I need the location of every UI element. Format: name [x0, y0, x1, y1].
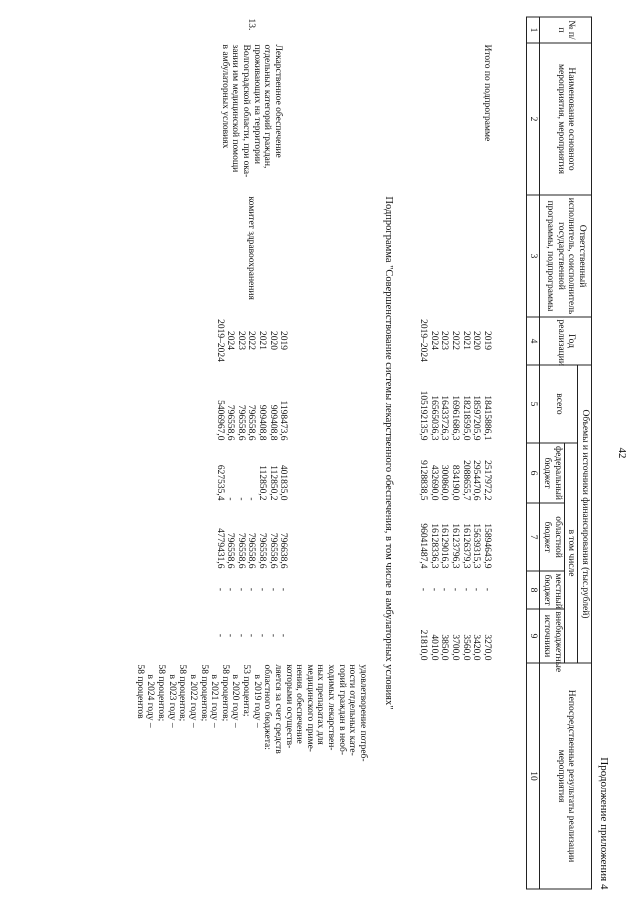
- header-federal: федеральный бюджет: [540, 443, 564, 503]
- row-extra: 3700,0: [450, 633, 461, 660]
- item-extra: -: [278, 633, 289, 637]
- header-name: Наименование основного мероприятия, мероприятия: [540, 43, 592, 195]
- row-result: [471, 662, 482, 888]
- item-federal: -: [246, 496, 257, 500]
- row-executor: [481, 194, 492, 316]
- row-year: 2019–2024: [418, 318, 429, 362]
- row-local: -: [450, 587, 461, 591]
- table-row: [439, 16, 450, 888]
- row-regional: 15894643,9: [482, 522, 492, 568]
- row-local: -: [418, 587, 429, 591]
- item-result-line: ляется за счет средств: [273, 664, 283, 754]
- col-number: 3: [526, 195, 540, 317]
- item-result-line: в 2019 году –: [251, 674, 262, 728]
- row-regional: 16128336,3: [428, 522, 439, 568]
- row-num-cell: [481, 16, 492, 42]
- header-results: Непосредственные результаты реализации мероприятия: [540, 663, 592, 889]
- row-regional: 16129016,3: [439, 522, 450, 568]
- item-local: -: [225, 587, 236, 591]
- item-result-line: 53 процента;: [241, 664, 252, 716]
- item-regional: 796558,6: [225, 532, 236, 568]
- item-year: 2023: [235, 330, 246, 350]
- header-num: № п/п: [540, 17, 592, 43]
- row-executor: [418, 194, 429, 316]
- item-year: 2019–2024: [214, 318, 225, 362]
- row-label: [439, 42, 450, 194]
- row-total: 18415886,1: [482, 394, 492, 440]
- item-result: [134, 662, 368, 888]
- item-regional: 796558,6: [246, 532, 257, 568]
- item-federal: 627535,4: [214, 464, 225, 500]
- col-number: 2: [526, 43, 540, 195]
- item-result-line: 58 процентов;: [177, 664, 188, 721]
- row-total: 18597205,9: [471, 394, 482, 440]
- row-num-cell: [450, 16, 461, 42]
- item-result-line: 58 процентов;: [219, 664, 230, 721]
- row-result: [460, 662, 471, 888]
- row-extra: 21810,0: [418, 629, 429, 660]
- row-executor: [439, 194, 450, 316]
- row-local: -: [482, 587, 492, 591]
- item-federal: -: [225, 496, 236, 500]
- row-year: 2019: [482, 330, 492, 350]
- row-num-cell: [471, 16, 482, 42]
- row-label: [418, 42, 429, 194]
- row-year: 2024: [428, 330, 439, 350]
- item-result-line: 58 процентов: [134, 664, 145, 719]
- item-13-table: [134, 16, 368, 888]
- item-result-line: ходимых лекарствен-: [326, 664, 337, 750]
- item-result-line: горий граждан в необ-: [336, 664, 347, 755]
- table-row: [418, 16, 429, 888]
- row-extra: 3270,0: [482, 633, 492, 660]
- table-row: [428, 16, 439, 888]
- item-result-line: в 2022 году –: [188, 674, 198, 728]
- row-executor: [471, 194, 482, 316]
- header-year: Год реализации: [540, 317, 592, 365]
- item-federal: 112850,2: [267, 464, 278, 500]
- table-row: [471, 16, 482, 888]
- item-regional: 796558,6: [235, 532, 246, 568]
- item-extra: -: [267, 633, 278, 637]
- item-name-line: в амбулаторных условиях: [219, 44, 230, 148]
- row-executor: [460, 194, 471, 316]
- item-year-column: [134, 316, 368, 364]
- item-result-line: ных препаратах для: [315, 664, 326, 745]
- header-including: в том числе: [564, 443, 578, 663]
- header-total: всего: [540, 365, 578, 443]
- header-volumes: Объемы и источники финансирования (тыс.рублей): [578, 365, 592, 663]
- item-num: 13.: [246, 18, 257, 30]
- row-result: [481, 662, 492, 888]
- row-year: 2020: [471, 330, 482, 350]
- item-name-line: отдельных категорий граждан,: [262, 44, 273, 168]
- row-executor: [428, 194, 439, 316]
- row-year: 2022: [450, 330, 461, 350]
- row-federal: 834190,0: [450, 464, 461, 500]
- row-local: -: [439, 587, 450, 591]
- row-federal: 300860,0: [439, 464, 450, 500]
- item-local: -: [235, 587, 246, 591]
- row-num-cell: [439, 16, 450, 42]
- item-name-line: Лекарственное обеспечение: [273, 44, 283, 158]
- item-federal-column: [134, 442, 368, 502]
- item-name-line: Волгоградской области, при ока-: [241, 44, 252, 177]
- item-result-line: областного бюджета:: [262, 664, 273, 750]
- header-local: местный бюджет: [540, 571, 564, 609]
- item-name-line: зании им медицинской помощи: [230, 44, 241, 172]
- item-result-line: которыми осуществ-: [283, 664, 294, 748]
- item-extra: -: [257, 633, 268, 637]
- row-result: [439, 662, 450, 888]
- row-num-cell: [418, 16, 429, 42]
- item-regional: 796558,6: [257, 532, 268, 568]
- continuation-note: Продолжение приложения 4: [598, 756, 610, 889]
- column-number-row: [526, 17, 540, 889]
- item-year: 2024: [225, 330, 236, 350]
- row-local: -: [460, 587, 471, 591]
- item-local-column: [134, 570, 368, 608]
- item-total: 909408,8: [257, 404, 268, 440]
- item-regional: 4779431,6: [214, 527, 225, 568]
- row-executor: [450, 194, 461, 316]
- item-result-line: удовлетворение потреб-: [358, 664, 368, 762]
- item-local: -: [246, 587, 257, 591]
- row-label: [460, 42, 471, 194]
- item-extra: -: [246, 633, 257, 637]
- item-local: -: [214, 587, 225, 591]
- item-extra: -: [225, 633, 236, 637]
- item-total: 796558,6: [235, 404, 246, 440]
- row-total: 16433726,3: [439, 394, 450, 440]
- header-regional: областной бюджет: [540, 503, 564, 571]
- col-number: 10: [526, 663, 540, 889]
- item-federal: 401835,0: [278, 464, 289, 500]
- row-regional: 16126379,3: [460, 522, 471, 568]
- row-result: [428, 662, 439, 888]
- row-regional: 16123796,3: [450, 522, 461, 568]
- item-year: 2019: [278, 330, 289, 350]
- row-federal: 2954470,6: [471, 459, 482, 500]
- col-number: 7: [526, 503, 540, 571]
- item-total: 5406967,0: [214, 399, 225, 440]
- item-13-row: [134, 16, 368, 888]
- item-total: 1198473,6: [278, 399, 289, 440]
- item-result-line: в 2023 году –: [166, 674, 177, 728]
- row-year: 2023: [439, 330, 450, 350]
- row-label: [471, 42, 482, 194]
- item-federal: -: [235, 496, 246, 500]
- item-result-line: 58 процентов;: [156, 664, 167, 721]
- item-regional-column: [134, 502, 368, 570]
- row-num-cell: [460, 16, 471, 42]
- item-total: 909408,8: [267, 404, 278, 440]
- item-regional: 796638,6: [278, 532, 289, 568]
- row-label: Итого по подпрограмме: [482, 44, 492, 141]
- header-table: [526, 16, 592, 889]
- row-regional: 15639315,3: [471, 522, 482, 568]
- row-year: 2021: [460, 330, 471, 350]
- item-total-column: [134, 364, 368, 442]
- row-extra: 3560,0: [460, 633, 471, 660]
- item-result-line: в 2021 году –: [209, 674, 220, 728]
- item-result-line: 58 процентов;: [198, 664, 209, 721]
- col-number: 9: [526, 609, 540, 663]
- row-local: -: [428, 587, 439, 591]
- col-number: 1: [526, 17, 540, 43]
- row-result: [450, 662, 461, 888]
- header-executor: Ответственный исполнитель, соисполнитель государственной программы, подпрограммы: [540, 195, 592, 317]
- row-total: 16961686,3: [450, 394, 461, 440]
- col-number: 5: [526, 365, 540, 443]
- row-extra: 3420,0: [471, 633, 482, 660]
- row-num-cell: [428, 16, 439, 42]
- item-local: -: [257, 587, 268, 591]
- col-number: 8: [526, 571, 540, 609]
- item-result-line: в 2024 году –: [145, 674, 156, 728]
- item-extra: -: [235, 633, 246, 637]
- col-number: 4: [526, 317, 540, 365]
- row-federal: 2517972,2: [482, 459, 492, 500]
- subprogram-total-table: [418, 16, 492, 888]
- row-regional: 96041487,4: [418, 522, 429, 568]
- row-extra: 4010,0: [428, 633, 439, 660]
- col-number: 6: [526, 443, 540, 503]
- row-label: [428, 42, 439, 194]
- row-extra: 3850,0: [439, 633, 450, 660]
- table-row: [450, 16, 461, 888]
- item-total: 796558,6: [246, 404, 257, 440]
- item-year: 2020: [267, 330, 278, 350]
- item-name: [134, 42, 368, 194]
- row-total: 18218595,0: [460, 394, 471, 440]
- row-total: 105192135,9: [418, 390, 429, 440]
- rotated-page: [10, 10, 630, 895]
- item-extra: -: [214, 633, 225, 637]
- item-local: -: [267, 587, 278, 591]
- item-federal: 112850,2: [257, 464, 268, 500]
- row-federal: 432690,0: [428, 464, 439, 500]
- row-total: 16565036,3: [428, 394, 439, 440]
- item-result-line: в 2020 году –: [230, 674, 241, 728]
- row-federal: 2088655,7: [460, 459, 471, 500]
- row-result: [418, 662, 429, 888]
- item-result-line: нения, обеспечение: [294, 664, 305, 744]
- item-executor: комитет здравоохранения: [246, 196, 257, 300]
- subprogram-title: Подпрограмма "Совершенствование системы лекарственного обеспечения, в том числе в амбулаторных условиях": [383, 195, 394, 710]
- item-extra-column: [134, 608, 368, 662]
- table-row: [481, 16, 492, 888]
- row-local: -: [471, 587, 482, 591]
- item-year: 2022: [246, 330, 257, 350]
- row-label: [450, 42, 461, 194]
- row-federal: 9128838,5: [418, 459, 429, 500]
- item-regional: 796558,6: [267, 532, 278, 568]
- header-extra: внебюджетные источники: [540, 609, 564, 663]
- item-result-line: медицинского приме-: [304, 664, 315, 752]
- item-total: 796558,6: [225, 404, 236, 440]
- item-name-line: проживающих на территории: [251, 44, 262, 164]
- table-row: [460, 16, 471, 888]
- item-local: -: [278, 587, 289, 591]
- page-number: 42: [616, 447, 628, 458]
- item-result-line: ности отдельных кате-: [347, 664, 358, 756]
- item-year: 2021: [257, 330, 268, 350]
